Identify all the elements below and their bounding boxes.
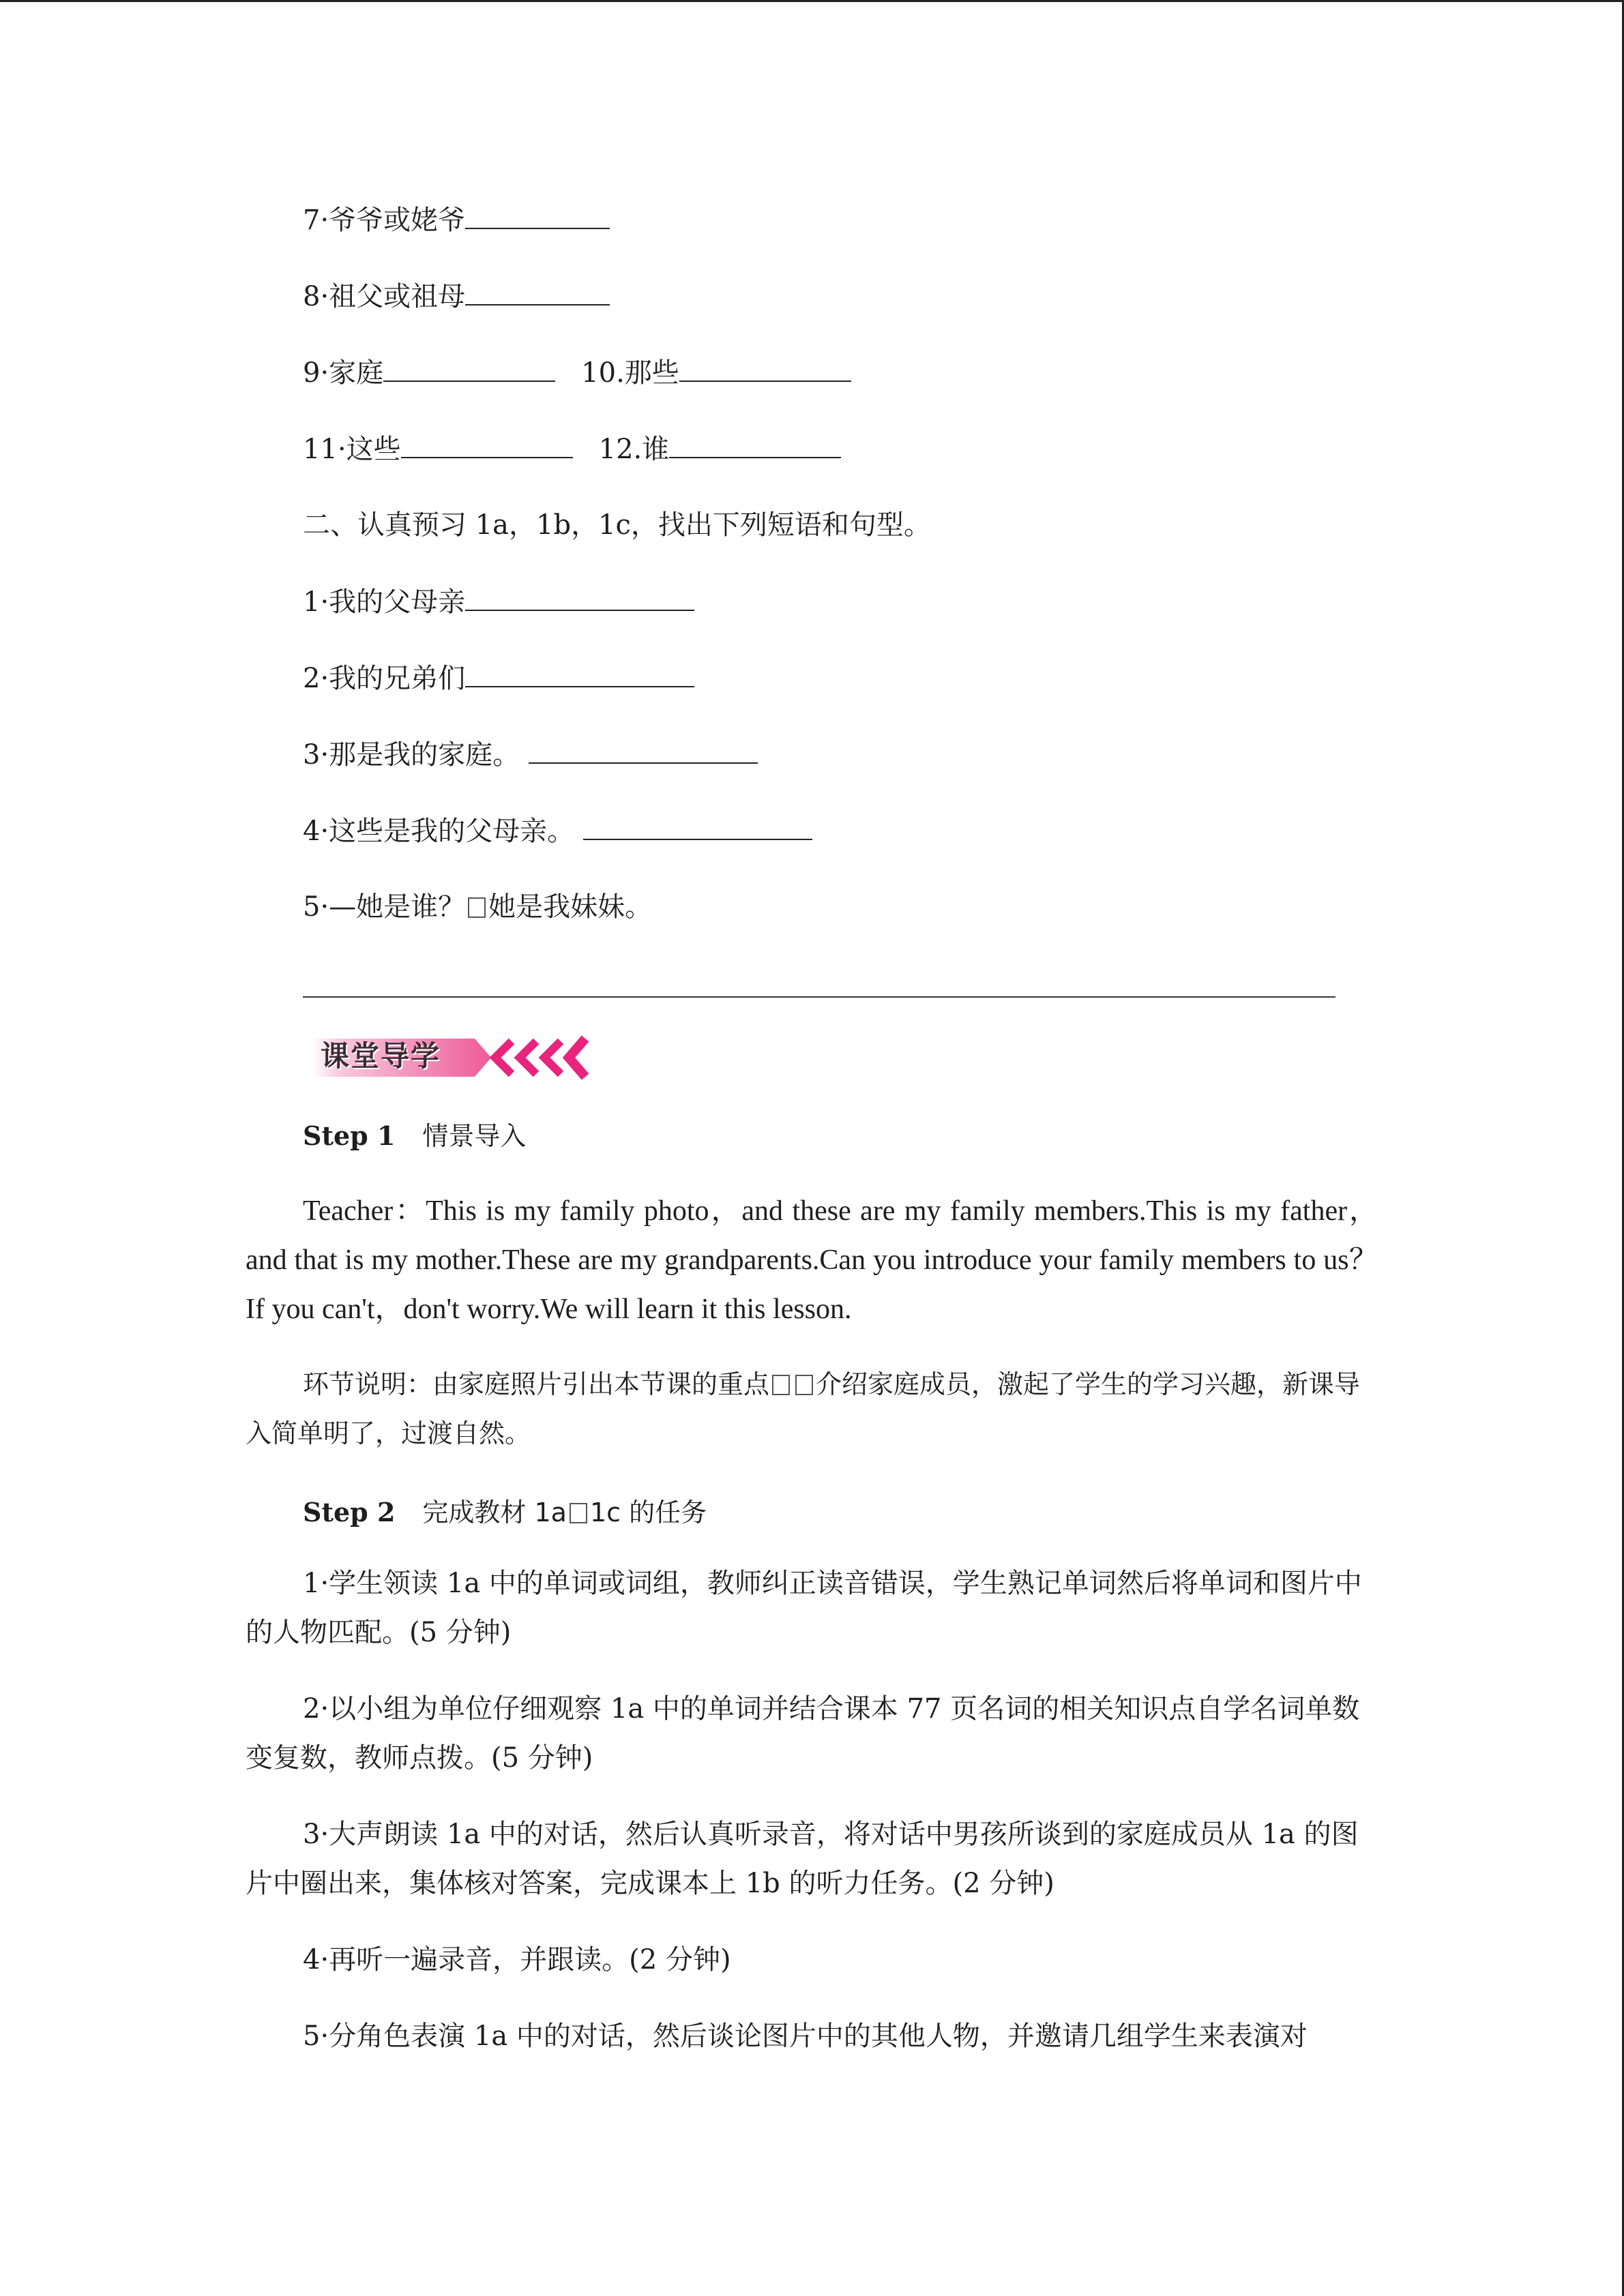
answer-blank[interactable]	[529, 735, 758, 764]
task-item-5: 5·分角色表演 1a 中的对话，然后谈论图片中的其他人物，并邀请几组学生来表演对	[303, 2021, 1308, 2052]
item-number: 8	[303, 281, 321, 312]
item-number: 3	[303, 1819, 321, 1850]
item-number: 4	[303, 1944, 321, 1976]
item-number: 3	[303, 739, 321, 771]
missing-glyph-box	[468, 897, 486, 918]
task-text: 再听一遍录音，并跟读。(2 分钟)	[329, 1944, 731, 1976]
missing-glyph-box	[772, 1375, 790, 1395]
item-text: 这些是我的父母亲。	[329, 816, 575, 847]
item-text: 我的兄弟们	[329, 663, 466, 694]
vocab-item-8: 8·祖父或祖母	[303, 277, 610, 316]
answer-blank[interactable]	[583, 811, 812, 840]
answer-line-divider	[303, 996, 1335, 998]
teacher-paragraph: Teacher：This is my family photo，and these are my family members.This is my father，and that is my mother.These are my grandparents.Can you introduce your family members to us？If you can't，don't worry.We will learn it this lesson.	[246, 1195, 1378, 1325]
step1-note	[246, 1360, 1378, 1458]
answer-blank[interactable]	[465, 582, 694, 611]
vocab-item-7: 7·爷爷或姥爷	[303, 200, 610, 239]
item-number: 10	[581, 357, 617, 389]
task-item-1: 1·学生领读 1a 中的单词或词组，教师纠正读音错误，学生熟记单词然后将单词和图片中的人物匹配。(5 分钟)	[246, 1568, 1362, 1648]
vocab-item-11-12: 11·这些 12.谁	[303, 430, 841, 468]
answer-blank[interactable]	[465, 200, 610, 229]
step-title: 情景导入	[422, 1121, 527, 1151]
item-number: 1	[303, 586, 321, 618]
vocab-item-9-10: 9·家庭 10.那些	[303, 353, 851, 392]
step-title	[422, 1497, 707, 1527]
answer-blank[interactable]	[669, 430, 841, 458]
item-number: 1	[303, 1568, 321, 1599]
step2-heading	[303, 1493, 707, 1532]
item-number: 2	[303, 1693, 321, 1725]
chevron-left-icon	[495, 1041, 512, 1074]
item-text: 那些	[624, 357, 679, 389]
banner-title: 课堂导学	[321, 1039, 441, 1073]
item-number: 7	[303, 205, 321, 236]
task-text: 分角色表演 1a 中的对话，然后谈论图片中的其他人物，并邀请几组学生来表演对	[329, 2021, 1308, 2052]
missing-glyph-box	[795, 1375, 813, 1395]
item-text: —她是谁？	[329, 891, 466, 923]
phrase-item-2: 2·我的兄弟们	[303, 659, 694, 698]
note-text: 介绍家庭成员，激起了学生的学习兴趣，新课导入简单明了，过渡自然。	[246, 1369, 1361, 1448]
item-text: 她是我妹妹。	[488, 891, 653, 923]
step-label: Step 1	[303, 1120, 396, 1151]
note-text: 环节说明：由家庭照片引出本节课的重点	[303, 1369, 770, 1399]
phrase-item-1: 1·我的父母亲	[303, 582, 694, 621]
answer-blank[interactable]	[465, 277, 610, 305]
section-heading: 二、认真预习 1a，1b，1c，找出下列短语和句型。	[303, 509, 931, 541]
answer-blank[interactable]	[383, 353, 555, 382]
item-number: 9	[303, 357, 321, 389]
task-item-4: 4·再听一遍录音，并跟读。(2 分钟)	[303, 1944, 731, 1976]
item-number: 5	[303, 2021, 321, 2052]
step-title-part: 1c 的任务	[589, 1497, 707, 1527]
answer-blank[interactable]	[679, 353, 851, 382]
task-text: 大声朗读 1a 中的对话，然后认真听录音，将对话中男孩所谈到的家庭成员从 1a 的图片中圈出来，集体核对答案，完成课本上 1b 的听力任务。(2 分钟)	[246, 1819, 1359, 1899]
item-number: 4	[303, 816, 321, 847]
item-text: 爷爷或姥爷	[329, 205, 466, 236]
item-number: 5	[303, 891, 321, 923]
answer-blank[interactable]	[401, 430, 573, 458]
chevron-left-icon	[520, 1041, 536, 1074]
step1-heading	[303, 1117, 526, 1155]
item-text: 家庭	[329, 357, 384, 389]
page-top-edge	[0, 0, 1624, 2]
item-number: 11	[303, 434, 338, 465]
item-text: 我的父母亲	[329, 586, 466, 618]
missing-glyph-box	[570, 1503, 587, 1523]
item-number: 12	[598, 434, 634, 465]
answer-blank[interactable]	[465, 659, 694, 687]
item-text: 谁	[642, 434, 670, 465]
step-title-part: 完成教材 1a	[422, 1497, 567, 1527]
phrase-item-5: 5·—她是谁？ 她是我妹妹。	[303, 891, 653, 923]
step-label: Step 2	[303, 1497, 396, 1527]
item-text: 这些	[346, 434, 401, 465]
item-text: 祖父或祖母	[329, 281, 466, 312]
item-number: 2	[303, 663, 321, 694]
phrase-item-3: 3·那是我的家庭。	[303, 735, 758, 774]
item-text: 那是我的家庭。	[329, 739, 520, 771]
task-text: 学生领读 1a 中的单词或词组，教师纠正读音错误，学生熟记单词然后将单词和图片中的人物匹配。(5 分钟)	[246, 1568, 1362, 1648]
task-item-3: 3·大声朗读 1a 中的对话，然后认真听录音，将对话中男孩所谈到的家庭成员从 1a 的图片中圈出来，集体核对答案，完成课本上 1b 的听力任务。(2 分钟)	[246, 1819, 1359, 1899]
task-text: 以小组为单位仔细观察 1a 中的单词并结合课本 77 页名词的相关知识点自学名词单数变复数，教师点拨。(5 分钟)	[246, 1693, 1360, 1774]
phrase-item-4: 4·这些是我的父母亲。	[303, 811, 812, 850]
chevron-left-icon	[544, 1041, 561, 1074]
task-item-2: 2·以小组为单位仔细观察 1a 中的单词并结合课本 77 页名词的相关知识点自学名词单数变复数，教师点拨。(5 分钟)	[246, 1693, 1360, 1774]
chevron-left-icon	[569, 1039, 585, 1077]
